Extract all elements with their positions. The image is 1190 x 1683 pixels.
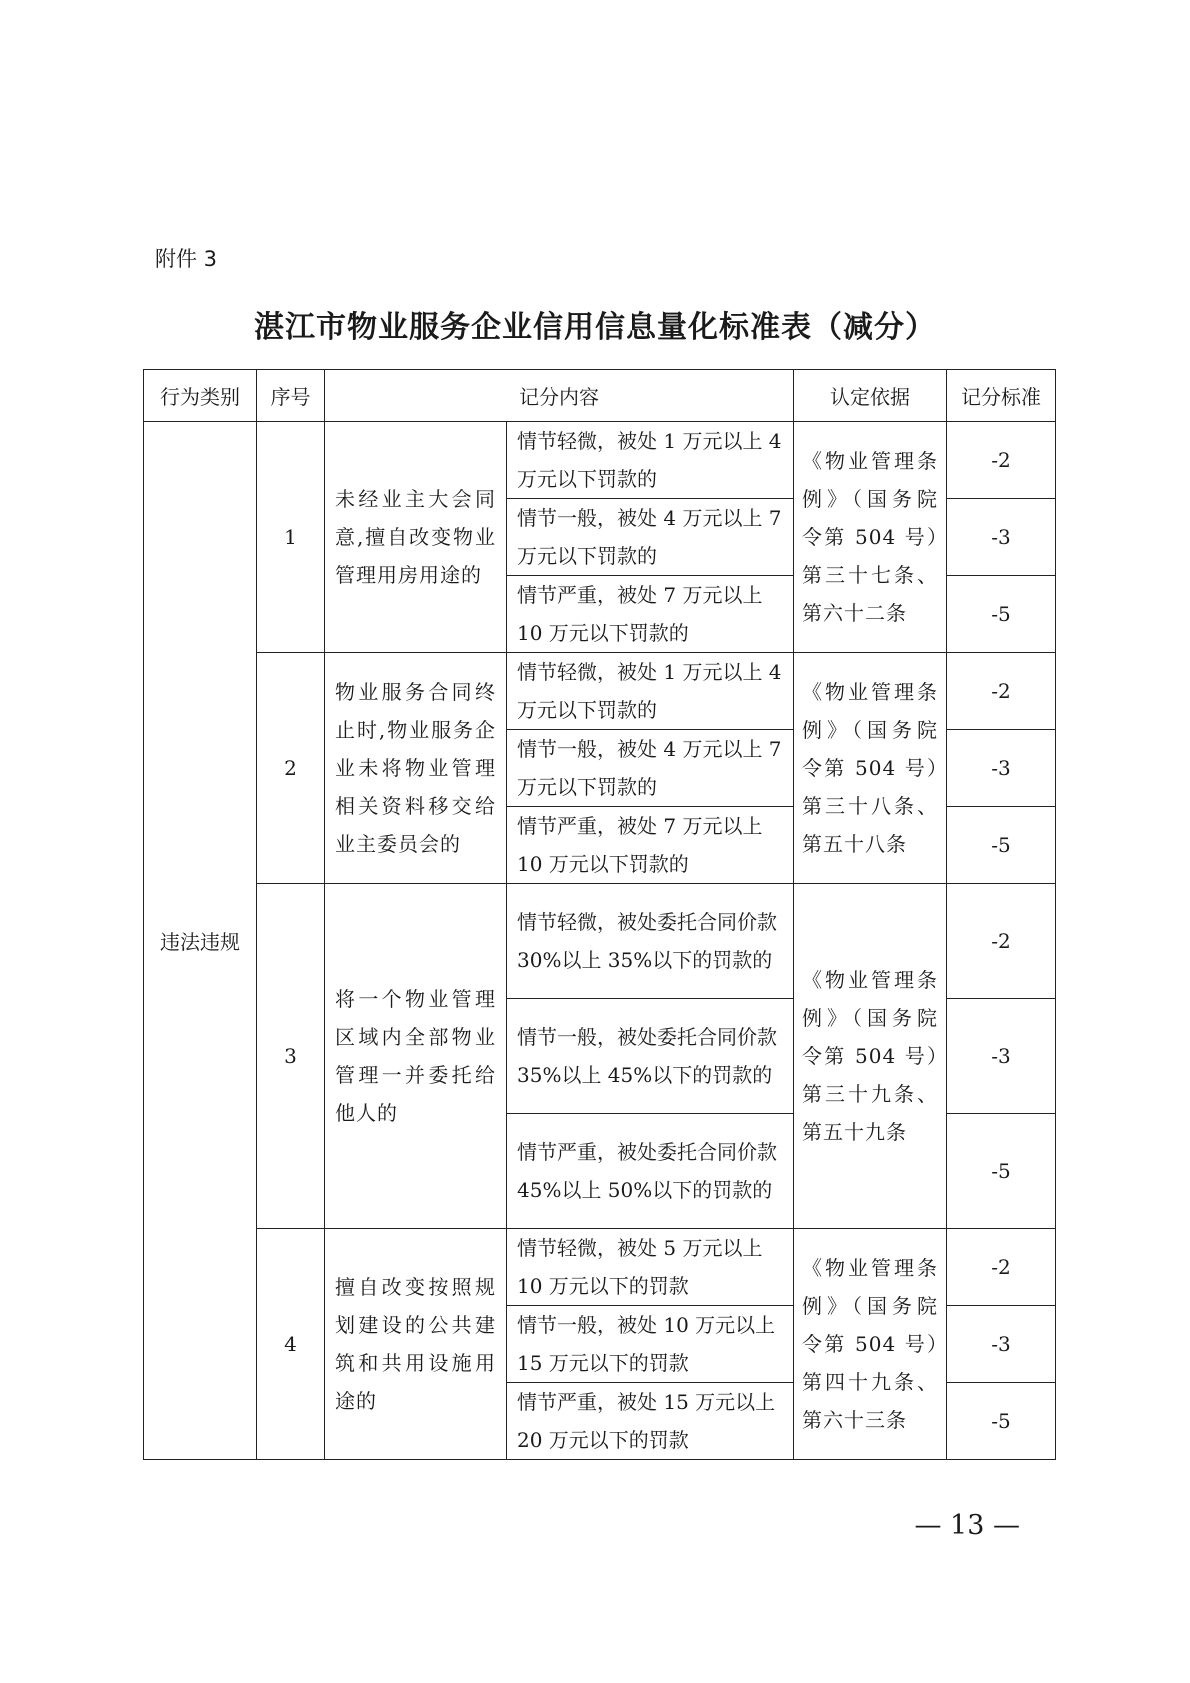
content-cell: 情节一般，被处 4 万元以上 7 万元以下罚款的: [507, 499, 794, 576]
score-table: [143, 369, 1056, 1460]
score-cell: -3: [947, 730, 1056, 807]
content-cell: 情节一般，被处 4 万元以上 7 万元以下罚款的: [507, 730, 794, 807]
table-row: [144, 422, 1056, 499]
seq-cell: 3: [257, 884, 325, 1229]
desc-cell: 物业服务合同终止时,物业服务企业未将物业管理相关资料移交给业主委员会的: [325, 653, 507, 884]
score-cell: -5: [947, 576, 1056, 653]
seq-cell: 1: [257, 422, 325, 653]
content-cell: 情节一般，被处 10 万元以上 15 万元以下的罚款: [507, 1306, 794, 1383]
attachment-label: 附件 3: [155, 247, 218, 271]
score-cell: -5: [947, 807, 1056, 884]
header-category: 行为类别: [144, 370, 257, 422]
desc-cell: 未经业主大会同意,擅自改变物业管理用房用途的: [325, 422, 507, 653]
basis-cell: 《物业管理条例》（国务院令第 504 号）第四十九条、第六十三条: [794, 1229, 947, 1460]
score-cell: -3: [947, 1306, 1056, 1383]
content-cell: 情节严重，被处委托合同价款 45%以上 50%以下的罚款的: [507, 1114, 794, 1229]
header-basis: 认定依据: [794, 370, 947, 422]
score-cell: -2: [947, 653, 1056, 730]
content-cell: 情节严重，被处 7 万元以上 10 万元以下罚款的: [507, 576, 794, 653]
desc-cell: 擅自改变按照规划建设的公共建筑和共用设施用途的: [325, 1229, 507, 1460]
content-cell: 情节轻微，被处 5 万元以上 10 万元以下的罚款: [507, 1229, 794, 1306]
score-cell: -2: [947, 884, 1056, 999]
basis-cell: 《物业管理条例》（国务院令第 504 号）第三十九条、第五十九条: [794, 884, 947, 1229]
content-cell: 情节轻微，被处 1 万元以上 4 万元以下罚款的: [507, 653, 794, 730]
seq-cell: 2: [257, 653, 325, 884]
content-cell: 情节轻微，被处 1 万元以上 4 万元以下罚款的: [507, 422, 794, 499]
content-cell: 情节轻微，被处委托合同价款 30%以上 35%以下的罚款的: [507, 884, 794, 999]
header-row: [144, 370, 1056, 422]
table-row: [144, 884, 1056, 999]
header-content: 记分内容: [325, 370, 794, 422]
content-cell: 情节严重，被处 7 万元以上 10 万元以下罚款的: [507, 807, 794, 884]
header-score: 记分标准: [947, 370, 1056, 422]
page-number: — 13 —: [914, 1510, 1020, 1541]
score-cell: -2: [947, 422, 1056, 499]
score-cell: -3: [947, 999, 1056, 1114]
content-cell: 情节一般，被处委托合同价款 35%以上 45%以下的罚款的: [507, 999, 794, 1114]
score-cell: -5: [947, 1383, 1056, 1460]
desc-cell: 将一个物业管理区域内全部物业管理一并委托给他人的: [325, 884, 507, 1229]
content-cell: 情节严重，被处 15 万元以上 20 万元以下的罚款: [507, 1383, 794, 1460]
score-cell: -2: [947, 1229, 1056, 1306]
header-seq: 序号: [257, 370, 325, 422]
score-cell: -3: [947, 499, 1056, 576]
basis-cell: 《物业管理条例》（国务院令第 504 号）第三十八条、第五十八条: [794, 653, 947, 884]
table-row: [144, 653, 1056, 730]
basis-cell: 《物业管理条例》（国务院令第 504 号）第三十七条、第六十二条: [794, 422, 947, 653]
table-row: [144, 1229, 1056, 1306]
category-cell: 违法违规: [144, 422, 257, 1460]
seq-cell: 4: [257, 1229, 325, 1460]
document-title: 湛江市物业服务企业信用信息量化标准表（减分）: [254, 310, 936, 345]
score-cell: -5: [947, 1114, 1056, 1229]
